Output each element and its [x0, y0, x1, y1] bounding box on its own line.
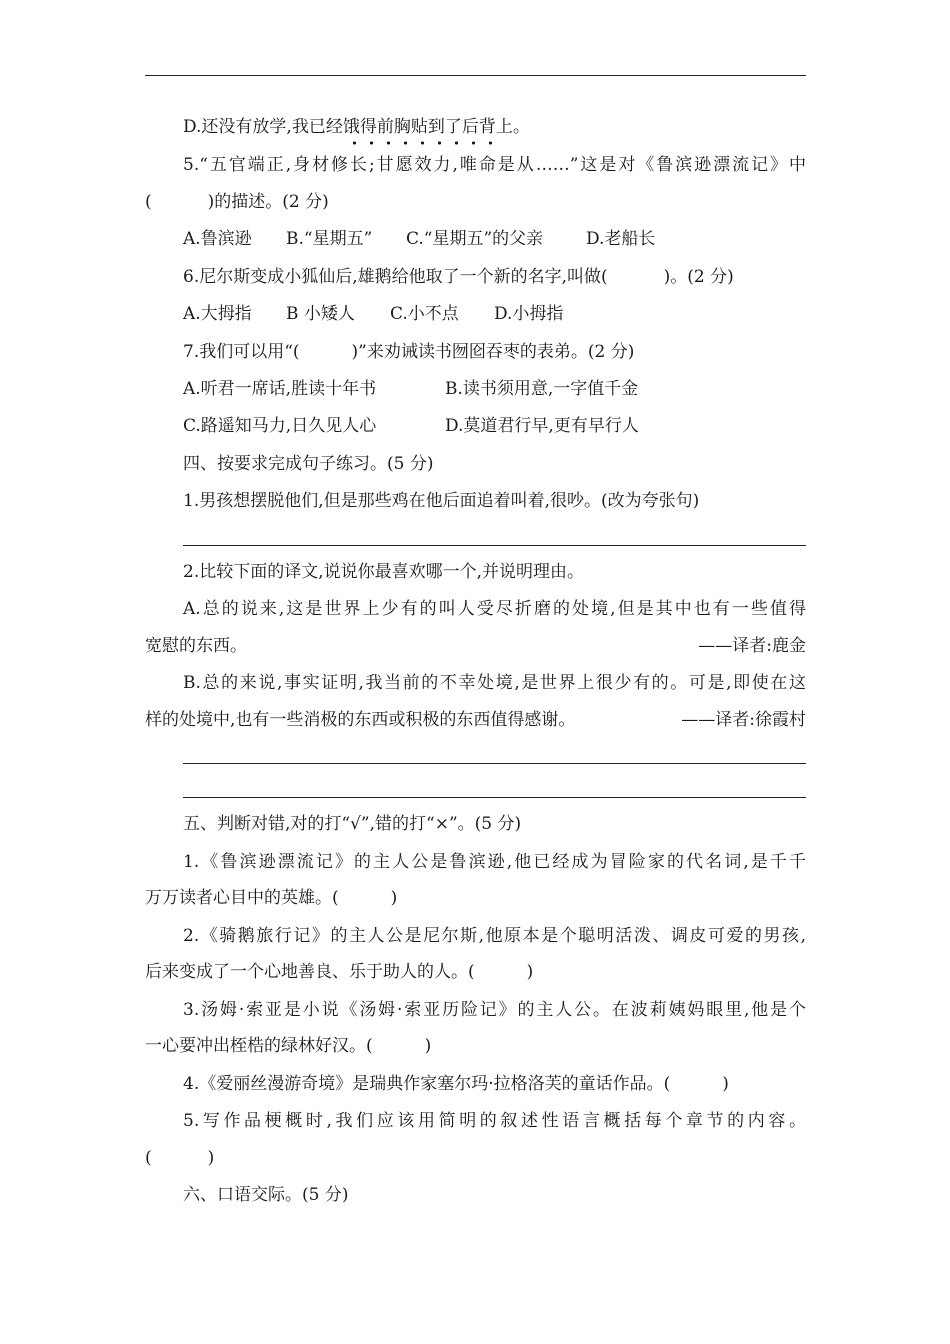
option-item: D.莫道君行早,更有早行人 [445, 416, 639, 436]
translator-b: ——译者:徐霞村 [681, 710, 806, 730]
translation-b-line2: 样的处境中,也有一些消极的东西或积极的东西值得感谢。 [145, 710, 576, 730]
header-rule [145, 75, 806, 76]
judge-item-5-line2: ( ) [145, 1148, 215, 1168]
q7-options-row2 [183, 414, 806, 438]
option-item: D.小拇指 [494, 304, 564, 324]
q6-options [183, 302, 806, 326]
judge-item-3-line2: 一心要冲出桎梏的绿林好汉。( ) [145, 1036, 432, 1056]
q5-options [183, 227, 806, 251]
sec4-q1: 1.男孩想摆脱他们,但是那些鸡在他后面追着叫着,很吵。(改为夸张句) [183, 491, 700, 511]
translator-a: ——译者:鹿金 [698, 636, 806, 656]
option-item: C.“星期五”的父亲 [406, 229, 544, 249]
translation-a-line2: 宽慰的东西。 [145, 636, 247, 656]
translation-a-line1: A.总的说来,这是世界上少有的叫人受尽折磨的处境,但是其中也有一些值得 [183, 599, 806, 619]
option-item: C.小不点 [390, 304, 459, 324]
question-option-d: D.还没有放学,我已经饿得前胸贴到了后背上。 [183, 117, 530, 137]
option-item: B.读书须用意,一字值千金 [445, 379, 639, 399]
option-item: B.“星期五” [286, 229, 373, 249]
option-item: A.大拇指 [183, 304, 252, 324]
q6-stem: 6.尼尔斯变成小狐仙后,雄鹅给他取了一个新的名字,叫做( )。(2 分) [183, 267, 734, 287]
option-item: D.老船长 [586, 229, 656, 249]
answer-line[interactable] [183, 797, 806, 798]
answer-line[interactable] [183, 545, 806, 546]
option-item: B 小矮人 [286, 304, 355, 324]
translation-b-line1: B.总的来说,事实证明,我当前的不幸处境,是世界上很少有的。可是,即使在这 [183, 673, 806, 693]
judge-item-3-line1: 3.汤姆·索亚是小说《汤姆·索亚历险记》的主人公。在波莉姨妈眼里,他是个 [183, 1000, 806, 1020]
section-6-title: 六、口语交际。(5 分) [183, 1185, 349, 1205]
option-item: C.路遥知马力,日久见人心 [183, 416, 377, 436]
answer-line[interactable] [183, 763, 806, 764]
judge-item-2-line2: 后来变成了一个心地善良、乐于助人的人。( ) [145, 962, 534, 982]
q7-options-row1 [183, 377, 806, 401]
judge-item-4: 4.《爱丽丝漫游奇境》是瑞典作家塞尔玛·拉格洛芙的童话作品。( ) [183, 1074, 729, 1094]
section-4-title: 四、按要求完成句子练习。(5 分) [183, 454, 434, 474]
q5-stem-cont: ( )的描述。(2 分) [145, 192, 329, 212]
judge-item-1-line1: 1.《鲁滨逊漂流记》的主人公是鲁滨逊,他已经成为冒险家的代名词,是千千 [183, 852, 806, 872]
q7-stem: 7.我们可以用“( )”来劝诫读书囫囵吞枣的表弟。(2 分) [183, 342, 635, 362]
emphasis-dots-text: 饿得前胸贴到了后背 [342, 117, 496, 137]
sec4-q2: 2.比较下面的译文,说说你最喜欢哪一个,并说明理由。 [183, 562, 585, 582]
option-item: A.鲁滨逊 [183, 229, 252, 249]
option-item: A.听君一席话,胜读十年书 [183, 379, 377, 399]
judge-item-1-line2: 万万读者心目中的英雄。( ) [145, 888, 398, 908]
judge-item-5-line1: 5.写作品梗概时,我们应该用简明的叙述性语言概括每个章节的内容。 [183, 1111, 806, 1131]
section-5-title: 五、判断对错,对的打“√”,错的打“×”。(5 分) [183, 814, 522, 834]
judge-item-2-line1: 2.《骑鹅旅行记》的主人公是尼尔斯,他原本是个聪明活泼、调皮可爱的男孩, [183, 926, 806, 946]
q5-stem: 5.“五官端正,身材修长;甘愿效力,唯命是从……”这是对《鲁滨逊漂流记》中 [183, 155, 806, 175]
